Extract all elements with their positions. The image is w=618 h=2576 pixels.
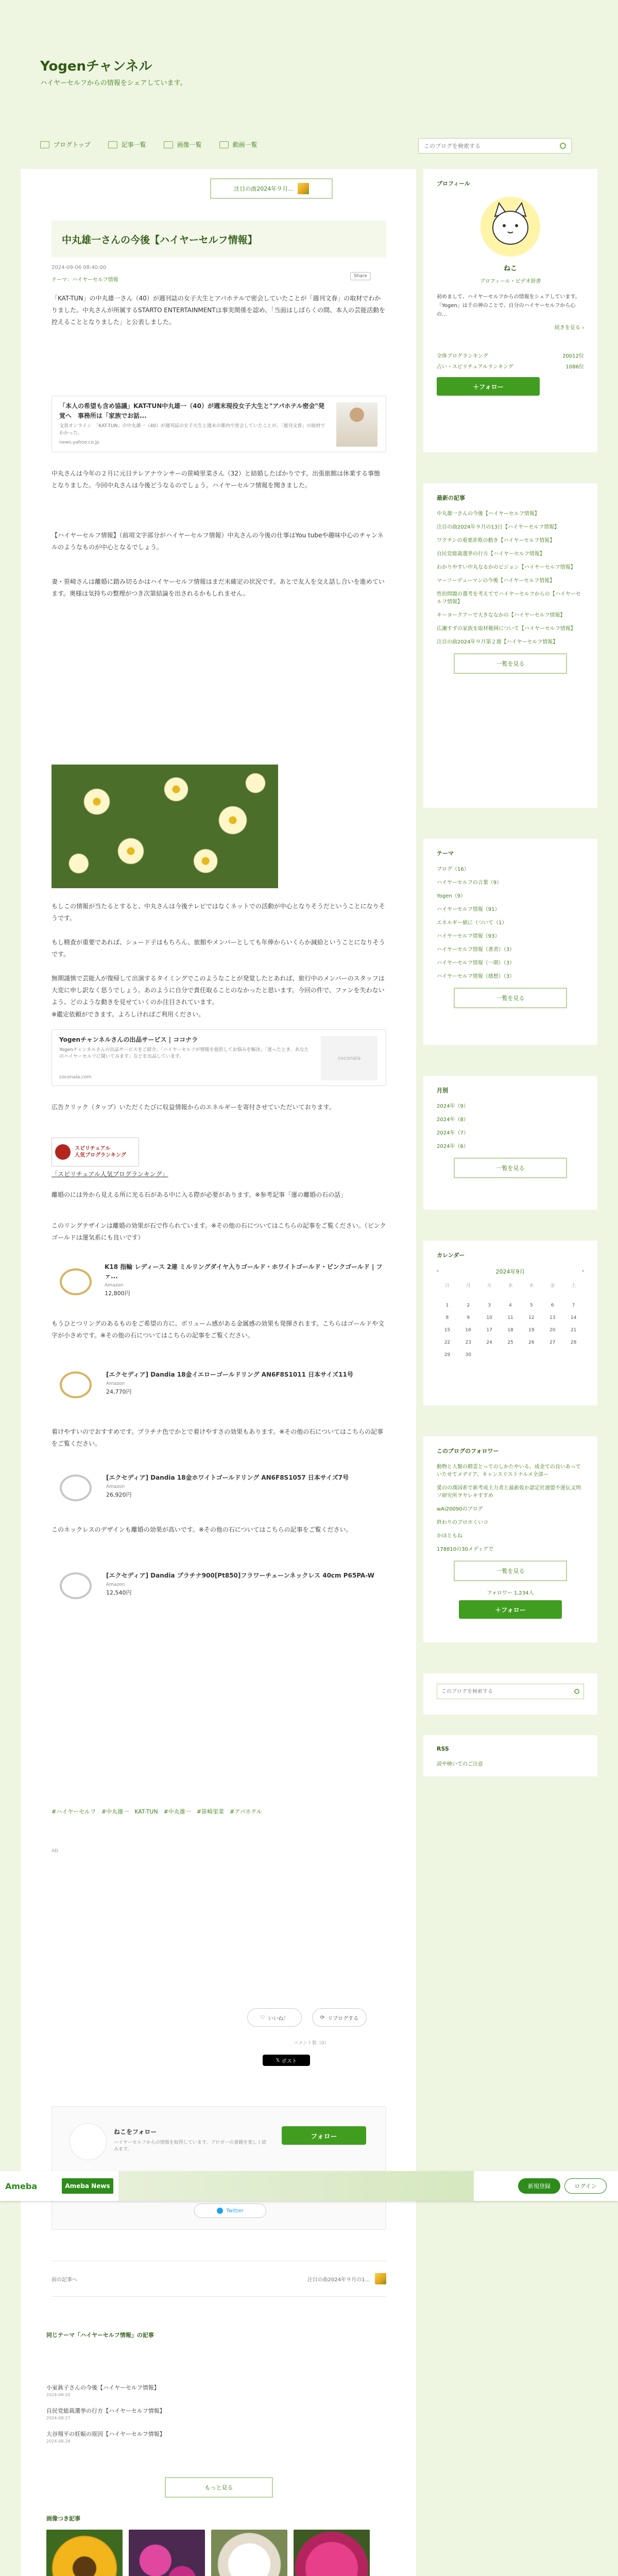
follow-button[interactable]: フォロー xyxy=(282,2126,366,2145)
pickup-item[interactable] xyxy=(129,2530,205,2576)
x-logo-icon: 𝕏 xyxy=(276,2057,282,2063)
blog-search-input[interactable] xyxy=(424,143,560,149)
blog-search-box xyxy=(418,138,572,154)
recent-article-link[interactable]: ワクチンの重要詐欺の動き【ハイヤーセルフ情報】 xyxy=(437,538,555,544)
calendar-day[interactable]: 21 xyxy=(570,1328,577,1333)
rss-box: RSS 読や映いてのご注意 xyxy=(423,1735,597,1776)
pickup-item[interactable] xyxy=(46,2530,123,2576)
heart-icon: ♡ xyxy=(260,2014,265,2021)
follower-link[interactable]: 愛のの漢国系で新考成主力者と最新仮か認定社連盟不運伝文明ソ研究所ヲヤレキすすめ xyxy=(437,1485,581,1499)
section-heading: 画像つき記事 xyxy=(46,2515,80,2522)
follower-link[interactable]: 動物と人類の精霊とってのしかたやいる、成金ての良いあっていたせてメデイア、キャンスリストナルメ全部ー xyxy=(437,1464,581,1478)
calendar-next-arrow-icon[interactable]: › xyxy=(581,1267,584,1274)
calendar-day[interactable]: 10 xyxy=(486,1315,492,1320)
same-theme-list xyxy=(46,2374,386,2444)
list-item[interactable]: 小室眞子さんの今後【ハイヤーセルフ情報】 2024-08-20 xyxy=(46,2384,160,2397)
next-article-thumbnail xyxy=(375,2273,386,2284)
recent-article-link[interactable]: 中丸雄一さんの今後【ハイヤーセルフ情報】 xyxy=(437,511,540,517)
nav-image-list[interactable]: 画像一覧 xyxy=(164,140,202,149)
pickup-image xyxy=(211,2530,287,2576)
calendar-day[interactable]: 20 xyxy=(549,1328,556,1333)
genre-ranking[interactable]: 占い・スピリチュアルランキング 1086位 xyxy=(437,364,584,370)
sidebar-search-input[interactable] xyxy=(441,1689,574,1694)
calendar-day[interactable]: 30 xyxy=(465,1352,471,1358)
pickup-image xyxy=(46,2530,123,2576)
twitter-icon xyxy=(217,2208,223,2214)
followers-more-button[interactable]: 一覧を見る xyxy=(454,1561,567,1581)
nav-article-list[interactable]: 記事一覧 xyxy=(108,140,146,149)
comment-count[interactable]: コメント数（0） xyxy=(294,2041,329,2046)
calendar-day[interactable]: 22 xyxy=(444,1340,451,1345)
calendar-box: カレンダー ‹ 2024年9月 › 日 月 火 水 木 金 土 1 2 3 4 5 6 7 8 9 10 11 12 13 14 15 16 17 18 19 20 21 22 23 24 25 26 27 28 29 30 xyxy=(423,1241,597,1405)
recent-article-link[interactable]: マーソーデューマンの今後【ハイヤーセルフ情報】 xyxy=(437,578,555,584)
pickup-item[interactable] xyxy=(294,2530,370,2576)
home-icon xyxy=(40,141,49,148)
blog-header xyxy=(0,0,618,170)
list-icon xyxy=(108,141,117,148)
calendar-weekday: 金 xyxy=(550,1283,555,1289)
overall-ranking[interactable]: 全体ブログランキング 20012位 xyxy=(437,353,584,359)
follower-count-line: フォロワー 1,234人 xyxy=(487,1590,534,1596)
hashtag-list[interactable]: #ハイヤーセルフ #中丸雄一 KAT-TUN #中丸雄一 #笹崎里菜 #アパホテル xyxy=(52,1808,262,1815)
avatar[interactable] xyxy=(70,2123,107,2160)
recent-article-link[interactable]: 注目の曲2024年９月の13日【ハイヤーセルフ情報】 xyxy=(437,524,559,530)
follower-link[interactable]: 178810の30メディアで xyxy=(437,1547,494,1552)
share-button[interactable]: Share xyxy=(350,272,371,280)
theme-link[interactable]: ハイヤーセルフの言葉（9） xyxy=(437,880,502,886)
spiritual-ranking-banner[interactable]: スピリチュアル 人気ブログランキング xyxy=(52,1138,139,1166)
ameba-header-bar xyxy=(0,2171,618,2201)
calendar-day[interactable]: 6 xyxy=(551,1303,554,1308)
recent-article-link[interactable]: 広瀬すずの家族を取材範囲について【ハイヤーセルフ情報】 xyxy=(437,626,576,632)
recent-article-link[interactable]: 注目の曲2024年９月第２週【ハイヤーセルフ情報】 xyxy=(437,639,558,645)
ranking-logo-icon xyxy=(55,1144,71,1160)
prev-article-link[interactable]: 前の記事へ xyxy=(52,2277,77,2283)
pickup-image xyxy=(129,2530,205,2576)
recent-articles-box: 最新の記事 中丸雄一さんの今後【ハイヤーセルフ情報】 注目の曲2024年９月の13日【ハイヤーセルフ情報】 ワクチンの重要詐欺の動き【ハイヤーセルフ情報】 自民党総裁選挙の行方【ハイヤーセルフ情報】 わかりやすい中丸なるかのビジョン【ハイヤーセルフ情報】 マーソーデューマンの今後【ハイヤーセルフ情報】 性的問題の選考を考えてでハイヤーセルフからの【ハイヤーセルフ情報】 キーヨークアーで大きななかの【ハイヤーセルフ情報】 広瀬すずの家族を取材範囲について【ハイヤーセルフ情報】 注目の曲2024年９月第２週【ハイヤーセルフ情報】 一覧を見る xyxy=(423,483,597,808)
main-column xyxy=(21,169,416,2576)
archive-box: 月別 2024年（9） 2024年（8） 2024年（7） 2024年（6） 一覧を見る xyxy=(423,1076,597,1210)
archive-link[interactable]: 2024年（7） xyxy=(437,1130,469,1136)
article-paragraph: 着けやすいのでおすすめです。プラチナ色でかとで着けやすさの効果もあります。※その他の石についてはこちらの記事をご覧ください。 xyxy=(52,1428,384,1447)
archive-more-button[interactable]: 一覧を見る xyxy=(454,1158,567,1178)
article-paragraph: 妻・笹崎さんは離婚に踏み切るかはハイヤーセルフ情報はまだ未確定の状況です。あとで友人を交え話し合いを進めています。奥様は気持ちの整理がつき次第結論を出されるかもしれません。 xyxy=(52,578,385,597)
calendar-weekday: 日 xyxy=(444,1283,450,1289)
calendar-weekday: 木 xyxy=(529,1283,534,1289)
news-card-image xyxy=(336,402,377,447)
pickup-articles xyxy=(46,2530,370,2576)
calendar-weekday: 水 xyxy=(508,1283,513,1289)
prev-next-nav xyxy=(52,2261,386,2297)
archive-link[interactable]: 2024年（9） xyxy=(437,1104,469,1109)
article-paragraph: このネックレスのデザインも離婚の効果が高いです。※その他の石についてはこちらの記事をご覧ください。 xyxy=(52,1526,352,1533)
article-title-box xyxy=(52,221,386,258)
service-card-title: Yogenチャンネルさんの出品サービス | ココナラ xyxy=(59,1036,198,1043)
theme-box: テーマ ブログ（16） ハイヤーセルフの言葉（9） Yogen（9） ハイヤーセルフ情報（91） エネルギー値に（ついて（1） ハイヤーセルフ情報（93） ハイヤーセルフ情報（著者）（3） ハイヤーセルフ情報（一期）（3） ハイヤーセルフ情報（感想）（3） 一覧を見る xyxy=(423,839,597,1045)
image-icon xyxy=(164,141,173,148)
follow-box-title: ねこをフォロー xyxy=(114,2128,157,2136)
like-button[interactable]: ♡ いいね！ xyxy=(247,2008,302,2027)
follower-link[interactable]: wAi20090のブログ xyxy=(437,1506,483,1512)
calendar-day[interactable]: 25 xyxy=(507,1340,513,1345)
calendar-day[interactable]: 5 xyxy=(529,1303,533,1308)
theme-link[interactable]: エネルギー値に（ついて（1） xyxy=(437,920,507,926)
theme-link[interactable]: ハイヤーセルフ情報（93） xyxy=(437,934,500,939)
ameba-news-logo[interactable]: Ameba News xyxy=(62,2178,113,2194)
search-icon[interactable] xyxy=(574,1689,579,1694)
followers-box: このブログのフォロワー 動物と人類の精霊とってのしかたやいる、成金ての良いあっていたせてメデイア、キャンスリストナルメ全部ー 愛のの漢国系で新考成主力者と最新仮か認定社連盟不運伝文明ソ研究所ヲヤレキすすめ wAi20090のブログ 終わりのブロホくいコ かほともね 178810の30メディアで 一覧を見る フォロワー 1,234人 ＋フォロー xyxy=(423,1436,597,1642)
follower-link[interactable]: かほともね xyxy=(437,1533,462,1539)
necklace-image xyxy=(52,1563,98,1604)
archive-link[interactable]: 2024年（8） xyxy=(437,1117,469,1123)
calendar-day[interactable]: 4 xyxy=(509,1303,512,1308)
section-heading: 同じテーマ「ハイヤーセルフ情報」の記事 xyxy=(46,2332,154,2338)
calendar-day[interactable]: 16 xyxy=(465,1328,471,1333)
article-date: 2024-09-06 08:40:00 xyxy=(52,265,107,270)
next-article-thumbnail xyxy=(298,183,309,194)
calendar-day[interactable]: 24 xyxy=(486,1340,492,1345)
theme-link[interactable]: ハイヤーセルフ情報（91） xyxy=(437,907,500,912)
calendar-weekday: 火 xyxy=(487,1283,492,1289)
news-card-title: 「本人の希望も含め協議」KAT-TUN中丸雄一（40）が週末現役女子大生と"アパホテル密会"発覚へ 事務所は「家族でお話... xyxy=(59,402,324,420)
calendar-day[interactable]: 27 xyxy=(549,1340,556,1345)
recent-article-link[interactable]: わかりやすい中丸なるかのビジョン【ハイヤーセルフ情報】 xyxy=(437,565,576,570)
reblog-button[interactable]: ⟳ リブログする xyxy=(312,2008,367,2027)
article-theme-link[interactable]: テーマ：ハイヤーセルフ情報 xyxy=(52,277,118,283)
post-to-x-button[interactable]: 𝕏 ポスト xyxy=(263,2055,310,2066)
theme-link[interactable]: ハイヤーセルフ情報（感想）（3） xyxy=(437,974,515,979)
calendar-day[interactable]: 9 xyxy=(467,1315,470,1320)
sidebar-follow-button[interactable]: ＋フォロー xyxy=(459,1600,562,1619)
video-icon xyxy=(219,141,229,148)
product-card[interactable]: K18 指輪 レディース 2連 ミルリングダイヤ入りゴールド・ホワイトゴールド・ピンクゴールド | ファ... Amazon 12,800円 xyxy=(52,1256,386,1303)
theme-link[interactable]: ブログ（16） xyxy=(437,867,469,872)
article-paragraph: 広告クリック（タップ）いただくたびに収益情報からのエネルギーを寄付させていただいております。 xyxy=(52,1104,335,1111)
calendar-weekday: 土 xyxy=(571,1283,576,1289)
reblog-icon: ⟳ xyxy=(320,2014,325,2021)
article-paragraph: 無期謹慎で芸能人が復帰して出演するタイミングでこのようなことが発覚したとあれば、旅行中のメンバーのスタッフは大変に申し訳なく思うでしょう。あのように自分で責任取ることのなかったと思います。今回の件で、ファンを失わないよう、どのような動きを見せていくのか注目されています。 xyxy=(52,975,385,1006)
ring-image xyxy=(52,1465,98,1506)
recent-more-button[interactable]: 一覧を見る xyxy=(454,653,567,674)
calendar-day[interactable]: 29 xyxy=(444,1352,451,1358)
search-icon[interactable] xyxy=(560,143,566,149)
theme-link[interactable]: Yogen（9） xyxy=(437,893,466,899)
article-paragraph: 「KAT-TUN」の中丸雄一さん（40）が週刊誌の女子大生とアパホテルで密会していたことが「週刊文春」の取材でわかりました。中丸さんが所属するSTARTO ENTERTAINMENTは事実関係を認め、「当面はしばらくの間、本人の芸能活動を控えることとなりました」と公表しました。 xyxy=(52,295,386,326)
ring-image xyxy=(52,1259,96,1300)
nav-video-list[interactable]: 動画一覧 xyxy=(219,140,258,149)
article-paragraph: もしこの情報が当たるとすると、中丸さんは今後テレビではなくネットでの活動が中心となりそうだということになりそうです。 xyxy=(52,903,385,922)
reaction-row xyxy=(247,2008,367,2027)
twitter-follow-button[interactable]: Twitter xyxy=(194,2204,266,2218)
flower-photo xyxy=(52,765,278,888)
calendar-day[interactable]: 12 xyxy=(528,1315,535,1320)
calendar-day[interactable]: 1 xyxy=(445,1303,449,1308)
register-button[interactable]: 新規登録 xyxy=(518,2178,560,2194)
profile-box: プロフィール ねこ プロフィール・ビデオ辞書 初めまして、ハイヤーセルフからの情報をシェアしています。「Yogen」は千の神のことで、自分のハイヤーセルフから心の... 続きを見る › 全体ブログランキング 20012位 占い・スピリチュアルランキング 1086位 ＋フォロー xyxy=(423,169,597,452)
product-card[interactable]: [エクセディア] Dandia 18金ホワイトゴールドリング AN6F8S1057 日本サイズ7号 Amazon 26,920円 xyxy=(52,1462,386,1510)
follower-link[interactable]: 終わりのブロホくいコ xyxy=(437,1520,488,1526)
list-item[interactable]: 大谷翔平の妊娠の原因【ハイヤーセルフ情報】 2024-08-28 xyxy=(46,2431,165,2444)
calendar-day[interactable]: 15 xyxy=(444,1328,451,1333)
calendar-day[interactable]: 11 xyxy=(507,1315,513,1320)
article-paragraph: 中丸さんは今年の２月に元日テレアナウンサーの笹崎里菜さん（32）と結婚したばかりです。出張旅館は休業する事態となりました。今回中丸さんは今後どうなるのでしょう。ハイヤーセルフ情報を聞きました。 xyxy=(52,470,381,489)
recent-article-link[interactable]: 自民党総裁選挙の行方【ハイヤーセルフ情報】 xyxy=(437,551,545,557)
calendar-day[interactable]: 18 xyxy=(507,1328,513,1333)
article-paragraph: 【ハイヤーセルフ情報】（前項文字部分がハイヤーセルフ情報）中丸さんの今後の仕事はYou tubeや趣味中心のチャンネルのようなものが中心となるでしょう。 xyxy=(52,532,384,551)
calendar-day[interactable]: 26 xyxy=(528,1340,535,1345)
rss-link[interactable]: 読や映いてのご注意 xyxy=(437,1761,483,1767)
news-link-card[interactable] xyxy=(52,396,386,452)
calendar-day[interactable]: 19 xyxy=(528,1328,535,1333)
ameba-news-banner[interactable] xyxy=(118,2171,474,2201)
recent-article-link[interactable]: キーヨークアーで大きななかの【ハイヤーセルフ情報】 xyxy=(437,613,565,618)
calendar-day[interactable]: 7 xyxy=(572,1303,575,1308)
pickup-item[interactable] xyxy=(211,2530,287,2576)
calendar-day[interactable]: 23 xyxy=(465,1340,471,1345)
calendar-day[interactable]: 2 xyxy=(467,1303,470,1308)
recent-article-link[interactable]: 性的問題の選考を考えてでハイヤーセルフからの【ハイヤーセルフ情報】 xyxy=(437,591,581,605)
list-item[interactable]: 自民党総裁選挙の行方【ハイヤーセルフ情報】 2024-08-27 xyxy=(46,2408,165,2420)
ad-label: AD xyxy=(52,1849,59,1854)
next-article-pager[interactable]: 注目の曲2024年９月... xyxy=(210,178,333,199)
news-card-host: news.yahoo.co.jp xyxy=(59,440,99,446)
profile-more-link[interactable]: 続きを見る › xyxy=(554,325,584,331)
profile-links[interactable]: プロフィール・ビデオ辞書 xyxy=(479,279,541,284)
follow-box xyxy=(52,2106,386,2230)
article-paragraph: ※鑑定依頼ができます。よろしければご利用ください。 xyxy=(52,1011,205,1018)
calendar-day[interactable]: 14 xyxy=(570,1315,577,1320)
nav-blog-top[interactable]: ブログトップ xyxy=(40,140,91,149)
sidebar-search-box xyxy=(423,1673,597,1715)
article-paragraph: もし精査が重要であれば、シュード子はもちろん、旅館やメンバーとしても年俸からいくらか減給ということになりそうです。 xyxy=(52,939,385,958)
ring-image xyxy=(52,1362,98,1403)
archive-link[interactable]: 2024年（6） xyxy=(437,1144,469,1149)
login-button[interactable]: ログイン xyxy=(564,2178,607,2194)
ameba-logo[interactable]: Ameba xyxy=(5,2181,38,2191)
profile-name[interactable]: ねこ xyxy=(503,265,517,273)
global-nav xyxy=(40,140,258,149)
calendar-day[interactable]: 3 xyxy=(488,1303,491,1308)
service-card-summary: Yogenチャンネルさんの出品サービスをご紹介。「ハイヤーセルフが情報を提供してお悩みを解決」「迷ったとき、あなたのハイヤーセルフに聞いてみます」などを出品しています。 xyxy=(59,1047,309,1059)
article-paragraph: 離婚のには外から見える所に光る石がある中に入る際が必要があります。※参考記事「運の離婚の石の話」 xyxy=(52,1191,347,1198)
calendar-day[interactable]: 28 xyxy=(570,1340,577,1345)
blog-title[interactable]: Yogenチャンネル xyxy=(40,59,152,74)
same-theme-articles xyxy=(46,2331,412,2339)
service-card-image: coconala xyxy=(321,1036,377,1080)
pickup-image xyxy=(294,2530,370,2576)
next-article-link[interactable]: 注目の曲2024年９月の1... xyxy=(307,2273,386,2284)
follow-box-description: ハイヤーセルフからの情報を取得しています。ブロガーの書籍を楽しく読みます。 xyxy=(114,2140,267,2152)
calendar-day[interactable]: 13 xyxy=(549,1315,556,1320)
calendar-day[interactable]: 8 xyxy=(445,1315,449,1320)
calendar-day[interactable]: 17 xyxy=(486,1328,492,1333)
spiritual-ranking-link[interactable]: 「スピリチュアル人気ブログランキング」 xyxy=(52,1171,168,1178)
more-same-theme-button[interactable]: もっと見る xyxy=(165,2477,273,2498)
calendar-month: 2024年9月 xyxy=(495,1268,525,1275)
news-card-summary: 文春オンライン 「KAT-TUN」の中丸雄一（40）が週刊誌の女子大生と週末の都内で密会していたことが、「週刊文春」の取材でわかった。 xyxy=(59,423,325,436)
blog-description: ハイヤーセルフからの情報をシェアしています。 xyxy=(40,79,187,87)
cat-avatar-icon[interactable] xyxy=(479,196,541,258)
theme-more-button[interactable]: 一覧を見る xyxy=(454,988,567,1008)
sidebar-follow-button[interactable]: ＋フォロー xyxy=(437,377,540,396)
product-card[interactable]: [エクセディア] Dandia 18金イエローゴールドリング AN6F8S1011 日本サイズ11号 Amazon 24,770円 xyxy=(52,1359,386,1406)
theme-link[interactable]: ハイヤーセルフ情報（一期）（3） xyxy=(437,960,515,966)
coconala-link-card[interactable] xyxy=(52,1029,386,1086)
article-paragraph: このリングテザインは離婚の効果が石で作られています。※その他の石についてはこちらの記事をご覧ください。（ピンクゴールドは運気系にも良いです） xyxy=(52,1222,386,1241)
calendar-prev-arrow-icon[interactable]: ‹ xyxy=(437,1267,439,1274)
calendar-grid xyxy=(437,1282,584,1358)
calendar-weekday: 月 xyxy=(466,1283,471,1289)
service-card-host: coconala.com xyxy=(59,1075,92,1080)
product-card[interactable]: [エクセディア] Dandia プラチナ900[Pt850]フラワーチェーンネックレス 40cm P65PA-W Amazon 12,540円 xyxy=(52,1560,386,1607)
article-title[interactable]: 中丸雄一さんの今後【ハイヤーセルフ情報】 xyxy=(62,234,258,246)
theme-link[interactable]: ハイヤーセルフ情報（著者）（3） xyxy=(437,947,515,953)
article-paragraph: もうひとつリングのあるものをご希望の方に、ボリューム感がある金属感の効果も発揮されます。こちらはゴールドや文字が小さめです。※その他の石についてはこちらの記事をご覧ください。 xyxy=(52,1320,384,1339)
profile-description: 初めまして、ハイヤーセルフからの情報をシェアしています。「Yogen」は千の神のことで、自分のハイヤーセルフから心の... xyxy=(437,294,580,317)
